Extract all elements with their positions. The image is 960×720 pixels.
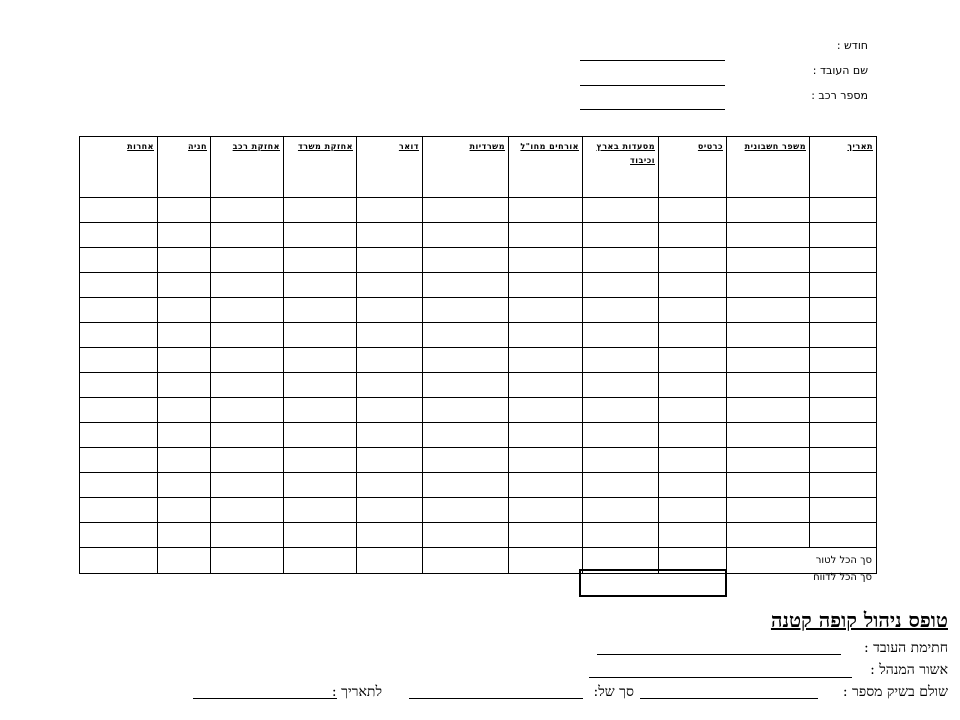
month-line[interactable] <box>580 60 725 61</box>
check-number-line[interactable] <box>640 698 818 699</box>
table-cell[interactable] <box>810 273 877 298</box>
table-cell[interactable] <box>284 248 357 273</box>
table-cell[interactable] <box>583 248 659 273</box>
table-row <box>80 373 877 398</box>
table-cell[interactable] <box>583 348 659 373</box>
table-cell[interactable] <box>583 448 659 473</box>
table-cell[interactable] <box>357 498 423 523</box>
table-cell[interactable] <box>583 223 659 248</box>
table-cell[interactable] <box>211 498 284 523</box>
table-cell[interactable] <box>80 298 158 323</box>
column-header: משרדיות <box>423 137 509 198</box>
column-header: מסעדות בארץ וכיבוד <box>583 137 659 198</box>
table-cell[interactable] <box>423 373 509 398</box>
table-cell[interactable] <box>284 523 357 548</box>
table-cell[interactable] <box>211 348 284 373</box>
expense-table-body <box>80 137 877 574</box>
column-total-cell[interactable] <box>423 548 509 574</box>
table-row <box>80 298 877 323</box>
table-row <box>80 448 877 473</box>
table-cell[interactable] <box>211 298 284 323</box>
table-cell[interactable] <box>211 248 284 273</box>
table-cell[interactable] <box>810 473 877 498</box>
table-row <box>80 248 877 273</box>
table-cell[interactable] <box>423 298 509 323</box>
table-cell[interactable] <box>284 198 357 223</box>
employee-name-line[interactable] <box>580 85 725 86</box>
employee-signature-line[interactable] <box>597 654 841 655</box>
column-total-cell[interactable] <box>158 548 211 574</box>
table-cell[interactable] <box>659 223 727 248</box>
table-cell[interactable] <box>357 523 423 548</box>
table-cell[interactable] <box>158 198 211 223</box>
table-cell[interactable] <box>158 248 211 273</box>
table-cell[interactable] <box>357 473 423 498</box>
table-cell[interactable] <box>357 273 423 298</box>
table-cell[interactable] <box>80 448 158 473</box>
table-cell[interactable] <box>509 448 583 473</box>
column-total-label: סך הכל לטור <box>727 548 877 574</box>
table-cell[interactable] <box>810 498 877 523</box>
table-cell[interactable] <box>727 298 810 323</box>
table-cell[interactable] <box>659 423 727 448</box>
table-row <box>80 348 877 373</box>
table-cell[interactable] <box>509 323 583 348</box>
table-cell[interactable] <box>727 498 810 523</box>
table-cell[interactable] <box>284 373 357 398</box>
table-cell[interactable] <box>80 348 158 373</box>
table-cell[interactable] <box>80 423 158 448</box>
table-row <box>80 523 877 548</box>
table-row <box>80 273 877 298</box>
table-row <box>80 498 877 523</box>
table-cell[interactable] <box>80 273 158 298</box>
table-cell[interactable] <box>357 448 423 473</box>
form-title: טופס ניהול קופה קטנה <box>770 608 948 632</box>
column-total-cell[interactable] <box>357 548 423 574</box>
table-cell[interactable] <box>284 273 357 298</box>
table-cell[interactable] <box>211 448 284 473</box>
table-cell[interactable] <box>80 223 158 248</box>
date-label: לתאריך : <box>331 684 382 700</box>
table-cell[interactable] <box>727 423 810 448</box>
table-cell[interactable] <box>211 398 284 423</box>
table-cell[interactable] <box>357 348 423 373</box>
table-cell[interactable] <box>659 248 727 273</box>
table-cell[interactable] <box>423 523 509 548</box>
table-cell[interactable] <box>659 323 727 348</box>
table-cell[interactable] <box>810 323 877 348</box>
table-cell[interactable] <box>727 448 810 473</box>
table-cell[interactable] <box>810 348 877 373</box>
table-cell[interactable] <box>727 398 810 423</box>
table-cell[interactable] <box>509 198 583 223</box>
table-cell[interactable] <box>509 473 583 498</box>
table-cell[interactable] <box>810 198 877 223</box>
table-cell[interactable] <box>583 423 659 448</box>
table-cell[interactable] <box>158 298 211 323</box>
table-cell[interactable] <box>284 223 357 248</box>
table-cell[interactable] <box>810 373 877 398</box>
table-cell[interactable] <box>158 373 211 398</box>
table-cell[interactable] <box>659 498 727 523</box>
table-cell[interactable] <box>727 348 810 373</box>
table-cell[interactable] <box>727 273 810 298</box>
table-row <box>80 398 877 423</box>
report-total-box[interactable] <box>579 569 727 597</box>
month-label: חודש : <box>836 39 868 52</box>
table-cell[interactable] <box>583 198 659 223</box>
table-cell[interactable] <box>727 473 810 498</box>
table-cell[interactable] <box>659 198 727 223</box>
table-cell[interactable] <box>583 373 659 398</box>
column-header: כרטיס <box>659 137 727 198</box>
table-cell[interactable] <box>80 373 158 398</box>
table-cell[interactable] <box>80 248 158 273</box>
table-row <box>80 473 877 498</box>
amount-line[interactable] <box>409 698 583 699</box>
table-cell[interactable] <box>284 323 357 348</box>
table-cell[interactable] <box>158 448 211 473</box>
table-cell[interactable] <box>423 323 509 348</box>
table-cell[interactable] <box>659 373 727 398</box>
table-row <box>80 323 877 348</box>
table-row <box>80 198 877 223</box>
column-total-cell[interactable] <box>284 548 357 574</box>
table-cell[interactable] <box>659 298 727 323</box>
table-cell[interactable] <box>284 398 357 423</box>
column-header: אורחים מחו"ל <box>509 137 583 198</box>
table-cell[interactable] <box>509 523 583 548</box>
table-cell[interactable] <box>211 323 284 348</box>
table-cell[interactable] <box>158 398 211 423</box>
column-total-row <box>80 548 877 574</box>
table-cell[interactable] <box>423 198 509 223</box>
table-cell[interactable] <box>284 298 357 323</box>
table-cell[interactable] <box>423 473 509 498</box>
column-header: אחרות <box>80 137 158 198</box>
table-cell[interactable] <box>284 348 357 373</box>
table-cell[interactable] <box>80 473 158 498</box>
table-cell[interactable] <box>158 348 211 373</box>
table-cell[interactable] <box>583 273 659 298</box>
report-total-label: סך הכל לדווח <box>813 572 872 583</box>
column-header: דואר <box>357 137 423 198</box>
table-cell[interactable] <box>423 348 509 373</box>
table-cell[interactable] <box>158 498 211 523</box>
table-cell[interactable] <box>509 248 583 273</box>
table-cell[interactable] <box>810 448 877 473</box>
table-cell[interactable] <box>659 348 727 373</box>
column-header: אחזקת משרד <box>284 137 357 198</box>
table-cell[interactable] <box>810 398 877 423</box>
employee-name-label: שם העובד : <box>812 64 868 77</box>
table-cell[interactable] <box>423 273 509 298</box>
table-cell[interactable] <box>810 223 877 248</box>
table-cell[interactable] <box>284 473 357 498</box>
table-cell[interactable] <box>284 498 357 523</box>
table-cell[interactable] <box>509 273 583 298</box>
table-cell[interactable] <box>357 373 423 398</box>
date-line[interactable] <box>193 698 337 699</box>
table-cell[interactable] <box>423 398 509 423</box>
column-total-cell[interactable] <box>509 548 583 574</box>
table-cell[interactable] <box>158 423 211 448</box>
table-cell[interactable] <box>158 523 211 548</box>
table-cell[interactable] <box>423 248 509 273</box>
table-row <box>80 223 877 248</box>
paid-check-label: שולם בשיק מספר : <box>842 684 948 700</box>
table-cell[interactable] <box>583 323 659 348</box>
table-row <box>80 423 877 448</box>
table-cell[interactable] <box>158 323 211 348</box>
column-header: חניה <box>158 137 211 198</box>
table-cell[interactable] <box>357 423 423 448</box>
table-cell[interactable] <box>727 198 810 223</box>
table-cell[interactable] <box>423 223 509 248</box>
table-cell[interactable] <box>423 423 509 448</box>
table-cell[interactable] <box>211 473 284 498</box>
column-header: משפר חשבונית <box>727 137 810 198</box>
table-cell[interactable] <box>659 273 727 298</box>
table-cell[interactable] <box>509 223 583 248</box>
table-cell[interactable] <box>583 473 659 498</box>
column-total-cell[interactable] <box>211 548 284 574</box>
table-cell[interactable] <box>80 523 158 548</box>
table-cell[interactable] <box>810 523 877 548</box>
table-cell[interactable] <box>158 223 211 248</box>
table-cell[interactable] <box>509 498 583 523</box>
table-cell[interactable] <box>659 473 727 498</box>
amount-label: סך של: <box>593 684 634 700</box>
table-cell[interactable] <box>810 248 877 273</box>
car-number-label: מספר רכב : <box>811 89 868 102</box>
table-cell[interactable] <box>80 323 158 348</box>
table-cell[interactable] <box>357 248 423 273</box>
table-cell[interactable] <box>284 423 357 448</box>
table-cell[interactable] <box>357 398 423 423</box>
table-cell[interactable] <box>583 298 659 323</box>
table-cell[interactable] <box>509 298 583 323</box>
car-number-line[interactable] <box>580 109 725 110</box>
table-cell[interactable] <box>211 423 284 448</box>
column-header: אחזקת רכב <box>211 137 284 198</box>
table-cell[interactable] <box>80 198 158 223</box>
table-cell[interactable] <box>810 298 877 323</box>
table-cell[interactable] <box>583 498 659 523</box>
manager-approval-label: אשור המנהל : <box>870 662 948 678</box>
table-cell[interactable] <box>423 498 509 523</box>
employee-signature-label: חתימת העובד : <box>864 640 948 656</box>
table-cell[interactable] <box>284 448 357 473</box>
table-cell[interactable] <box>211 223 284 248</box>
table-cell[interactable] <box>727 323 810 348</box>
table-cell[interactable] <box>357 323 423 348</box>
table-cell[interactable] <box>158 473 211 498</box>
table-cell[interactable] <box>509 423 583 448</box>
table-cell[interactable] <box>423 448 509 473</box>
table-cell[interactable] <box>727 523 810 548</box>
table-cell[interactable] <box>158 273 211 298</box>
table-cell[interactable] <box>357 198 423 223</box>
table-cell[interactable] <box>727 373 810 398</box>
table-cell[interactable] <box>80 498 158 523</box>
table-cell[interactable] <box>211 273 284 298</box>
table-cell[interactable] <box>357 223 423 248</box>
manager-approval-line[interactable] <box>589 677 852 678</box>
table-cell[interactable] <box>357 298 423 323</box>
table-header-row <box>80 137 877 198</box>
column-header: תאריך <box>810 137 877 198</box>
table-cell[interactable] <box>659 398 727 423</box>
table-cell[interactable] <box>659 448 727 473</box>
table-cell[interactable] <box>80 398 158 423</box>
table-cell[interactable] <box>211 198 284 223</box>
column-total-cell[interactable] <box>80 548 158 574</box>
table-cell[interactable] <box>509 348 583 373</box>
table-cell[interactable] <box>583 398 659 423</box>
table-cell[interactable] <box>211 523 284 548</box>
table-cell[interactable] <box>727 248 810 273</box>
table-cell[interactable] <box>727 223 810 248</box>
table-cell[interactable] <box>509 373 583 398</box>
expense-table <box>79 136 877 574</box>
table-cell[interactable] <box>659 523 727 548</box>
table-cell[interactable] <box>211 373 284 398</box>
table-cell[interactable] <box>583 523 659 548</box>
table-cell[interactable] <box>810 423 877 448</box>
table-cell[interactable] <box>509 398 583 423</box>
